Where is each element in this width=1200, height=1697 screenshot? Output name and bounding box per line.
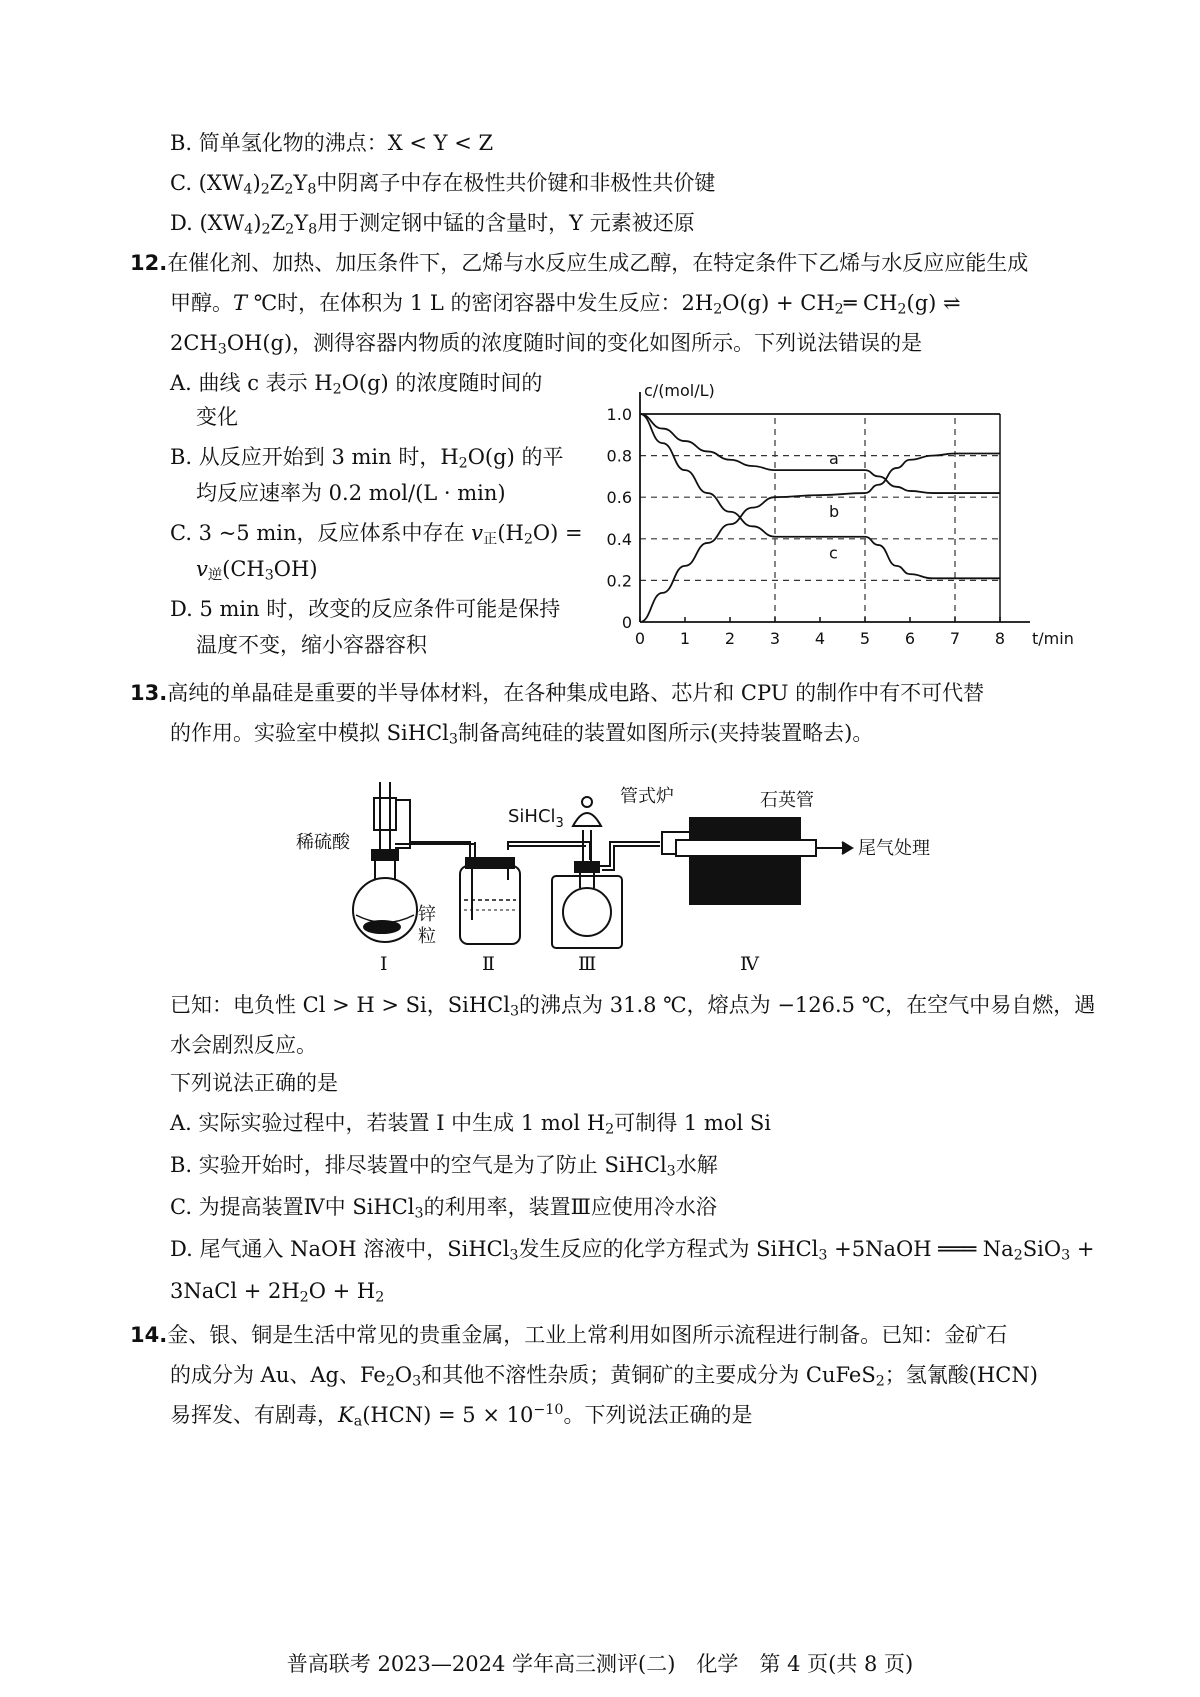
chart-labels	[607, 381, 1074, 648]
x-tick-label: 5	[859, 629, 871, 648]
q13-known-line1: 已知：电负性 Cl > H > Si，SiHCl$_3$的沸点为 31.8 ℃，熔点为 −126.5 ℃，在空气中易自燃，遇	[170, 993, 1096, 1020]
q12-option-c-cont: $v_逆(CH_3OH)$	[196, 557, 318, 584]
q13-option-c: C. 为提高装置Ⅳ中 SiHCl$_3$的利用率，装置Ⅲ应使用冷水浴	[170, 1195, 717, 1222]
q12-stem-line3: $2CH_3OH(g)$，测得容器内物质的浓度随时间的变化如图所示。下列说法错误的是	[170, 331, 923, 358]
label-roman-4: Ⅳ	[740, 953, 759, 975]
pipe-1-2	[395, 842, 475, 864]
q14-stem-line3: 易挥发、有剧毒，$K_a(HCN) = 5 \times 10^{-10}$。下列说法正确的是	[170, 1402, 753, 1430]
q13-option-a: A. 实际实验过程中，若装置 Ⅰ 中生成 1 mol $H_2$可制得 1 mol Si	[170, 1111, 771, 1138]
q13-option-b: B. 实验开始时，排尽装置中的空气是为了防止 SiHCl$_3$水解	[170, 1153, 718, 1180]
q11-option-d: D. $(XW_4)_2Z_2Y_8$用于测定钢中锰的含量时，Y 元素被还原	[170, 211, 695, 238]
q13-option-d-cont: 3NaCl + $2H_2O + H_2$	[170, 1279, 385, 1306]
x-tick-label: 7	[949, 629, 961, 648]
q12-number: 12.	[130, 251, 168, 275]
q12-option-d: D. 5 min 时，改变的反应条件可能是保持	[170, 597, 561, 621]
label-dilute-sulfuric-acid: 稀硫酸	[296, 832, 350, 853]
label-zinc-1: 锌	[418, 904, 436, 925]
x-tick-label: 8	[994, 629, 1006, 648]
y-tick-label: 0	[621, 613, 632, 632]
series-line-c	[640, 414, 1000, 578]
q12-option-c: C. 3 ~5 min，反应体系中存在 $v_正(H_2O)$ =	[170, 521, 583, 548]
series-label-c: c	[829, 543, 838, 563]
x-axis-title: t/min	[1032, 629, 1074, 648]
q12-option-a-cont: 变化	[196, 405, 238, 429]
label-tube-furnace: 管式炉	[620, 786, 674, 807]
y-tick-label: 0.8	[606, 446, 632, 466]
x-tick-label: 1	[679, 629, 691, 648]
label-quartz-tube: 石英管	[760, 790, 814, 811]
label-zinc-2: 粒	[418, 926, 436, 947]
series-label-a: a	[829, 449, 839, 469]
y-axis-title: c/(mol/L)	[644, 381, 715, 400]
x-tick-label: 3	[769, 629, 781, 648]
q12-option-a: A. 曲线 c 表示 $H_2O(g)$ 的浓度随时间的	[170, 371, 543, 398]
q13-stem-line2: 的作用。实验室中模拟 SiHCl$_3$制备高纯硅的装置如图所示(夹持装置略去)。	[170, 721, 874, 748]
series-label-b: b	[829, 502, 840, 522]
q13-known-line2: 水会剧烈反应。	[170, 1033, 317, 1057]
q11-option-c: C. $(XW_4)_2Z_2Y_8$中阴离子中存在极性共价键和非极性共价键	[170, 171, 716, 198]
q14-number: 14.	[130, 1323, 168, 1347]
y-tick-label: 0.6	[606, 488, 632, 508]
x-tick-label: 2	[724, 629, 736, 648]
label-roman-3: Ⅲ	[578, 953, 597, 975]
chart-series	[640, 414, 1000, 622]
sihcl3-apparatus-diagram	[290, 780, 930, 980]
q12-option-b-cont: 均反应速率为 0.2 mol/(L · min)	[196, 481, 506, 505]
y-tick-label: 0.4	[606, 529, 632, 549]
apparatus-4-furnace	[662, 818, 852, 904]
apparatus-2-bottle	[460, 858, 520, 944]
label-roman-1: Ⅰ	[380, 953, 388, 975]
q14-stem-line2: 的成分为 Au、Ag、$Fe_2O_3$和其他不溶性杂质；黄铜矿的主要成分为 CuFeS$_2$；氢氰酸(HCN)	[170, 1363, 1038, 1390]
label-roman-2: Ⅱ	[482, 953, 495, 975]
q12-stem-line1: 12.在催化剂、加热、加压条件下，乙烯与水反应生成乙醇，在特定条件下乙烯与水反应应能生成	[130, 251, 1029, 275]
apparatus-1-flask	[353, 782, 417, 942]
y-tick-label: 0.2	[606, 571, 632, 591]
q13-ask: 下列说法正确的是	[170, 1071, 338, 1095]
page-footer: 普高联考 2023—2024 学年高三测评(二) 化学 第 4 页(共 8 页)	[286, 1652, 914, 1676]
pipe-2-3	[508, 842, 590, 860]
q12-option-d-cont: 温度不变，缩小容器容积	[196, 633, 427, 657]
q13-option-d: D. 尾气通入 NaOH 溶液中，SiHCl$_3$发生反应的化学方程式为 SiHCl$_3$ +5NaOH ═══ $Na_2SiO_3$ +	[170, 1237, 1095, 1264]
apparatus-3-flask	[552, 797, 660, 948]
label-exhaust: 尾气处理	[858, 838, 930, 859]
q13-number: 13.	[130, 681, 168, 705]
q14-stem-line1: 14.金、银、铜是生活中常见的贵重金属，工业上常利用如图所示流程进行制备。已知：金矿石	[130, 1323, 1008, 1347]
y-tick-label: 1.0	[606, 405, 632, 424]
q13-stem-line1: 13.高纯的单晶硅是重要的半导体材料，在各种集成电路、芯片和 CPU 的制作中有不可代替	[130, 681, 985, 705]
q12-stem-line2: 甲醇。T ℃时，在体积为 1 L 的密闭容器中发生反应：$2H_2O(g)$ + $CH_2═$ $CH_2(g)$ ⇌	[170, 291, 961, 318]
q12-option-b: B. 从反应开始到 3 min 时，$H_2O(g)$ 的平	[170, 445, 564, 472]
concentration-time-chart	[600, 381, 1074, 662]
x-tick-label: 4	[814, 629, 826, 648]
x-tick-label: 0	[634, 629, 646, 648]
label-sihcl3: SiHCl$_3$	[508, 806, 564, 831]
x-tick-label: 6	[904, 629, 916, 648]
q11-option-b: B. 简单氢化物的沸点：X < Y < Z	[170, 131, 494, 155]
